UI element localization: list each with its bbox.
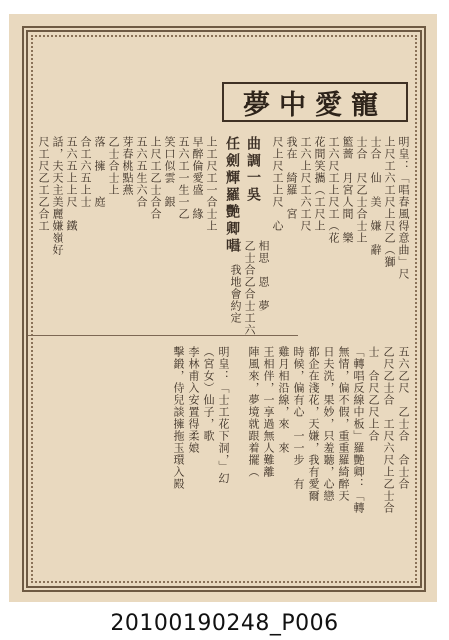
archive-caption: 20100190248_P006 (110, 611, 339, 636)
text-column: 陣風來，夢境就跟着擺（ (247, 346, 260, 478)
text-column: 花間笑攜（工尺上 (313, 136, 326, 232)
text-column: 士 合尺乙尺上合 (367, 346, 380, 442)
text-column: 上尺工乙士合合 (149, 136, 162, 220)
text-column: 王相伴，一享過無人難離 (262, 346, 275, 478)
text-column: 乙士合乙合士工六 (243, 240, 256, 336)
text-column: 五六工一生一乙 (177, 136, 190, 220)
text-column: 雞月相沿線，來 來 (277, 346, 290, 454)
text-column: 定 我地會約定 (229, 240, 242, 324)
text-column: 芽春桃點燕 (121, 136, 134, 196)
text-column: 「轉唱反線中板」羅艷卿：「轉 (352, 346, 365, 514)
text-column: 時候，偏有心 一一步 有 (292, 346, 305, 490)
text-column: 都企在淺花，天嫌，我有愛爾 (307, 346, 320, 502)
text-column: 笑口似雲 銀 (163, 136, 176, 208)
text-column: 相思 恩 夢 (257, 240, 270, 312)
text-column: 尺上尺工上尺 心 (271, 136, 284, 232)
text-column: （宮女）仙子，歌 (202, 346, 215, 442)
text-column: 乙士合士上 (107, 136, 120, 196)
text-column: 日夫洗，果妙，只羞聽，心戀 (322, 346, 335, 502)
page-title: 夢中愛寵 (222, 82, 408, 122)
text-column: 士合 仙 美 嫌 辭 (369, 136, 382, 256)
text-column: 工六尺工上尺工（花 (327, 136, 340, 244)
text-column: 五六五生六合 (135, 136, 148, 208)
text-column: 明皇：「唱春風得意曲」尺 (397, 136, 410, 280)
text-column: 上尺工六工尺上尺乙（獅 (383, 136, 396, 268)
song-subtitle: 曲調一吳 (245, 136, 261, 204)
text-column: 上工尺工一合士上 (205, 136, 218, 232)
text-column: 尺工尺乙工乙合工 (37, 136, 50, 232)
text-column: 早醉倫愛盛 緣 (191, 136, 204, 220)
text-column: 士合 尺乙士合士上 (355, 136, 368, 244)
text-column: 話，夫天主美麗嫌嶺好 (51, 136, 64, 256)
text-column: 五六乙尺 乙士合 合士合 (397, 346, 410, 490)
text-column: 五六五上上尺 鐵 (65, 136, 78, 232)
text-column: 李林甫入安置得柔娘 (187, 346, 200, 454)
text-column: 合工六五上士 (79, 136, 92, 208)
text-column: 明皇：「士工花下洞，」幻 (217, 346, 230, 485)
text-column: 落 擁 庭 (93, 136, 106, 208)
text-column: 我在 綺羅 宮 (285, 136, 298, 220)
text-column: 無情，偏不假，重重羅綺醉天 (337, 346, 350, 502)
text-column: 乙尺乙士合 工尺六尺上乙士合 (382, 346, 395, 514)
text-column: 工六上尺工六工尺 (299, 136, 312, 232)
text-column: 籃薔 月宮人間 樂 (341, 136, 354, 244)
performers-line: 任劍輝羅艷卿唱 (224, 136, 240, 255)
section-divider (28, 335, 298, 336)
text-column: 擊鍛，侍兒談擁拖玉環入殿 (172, 346, 185, 490)
